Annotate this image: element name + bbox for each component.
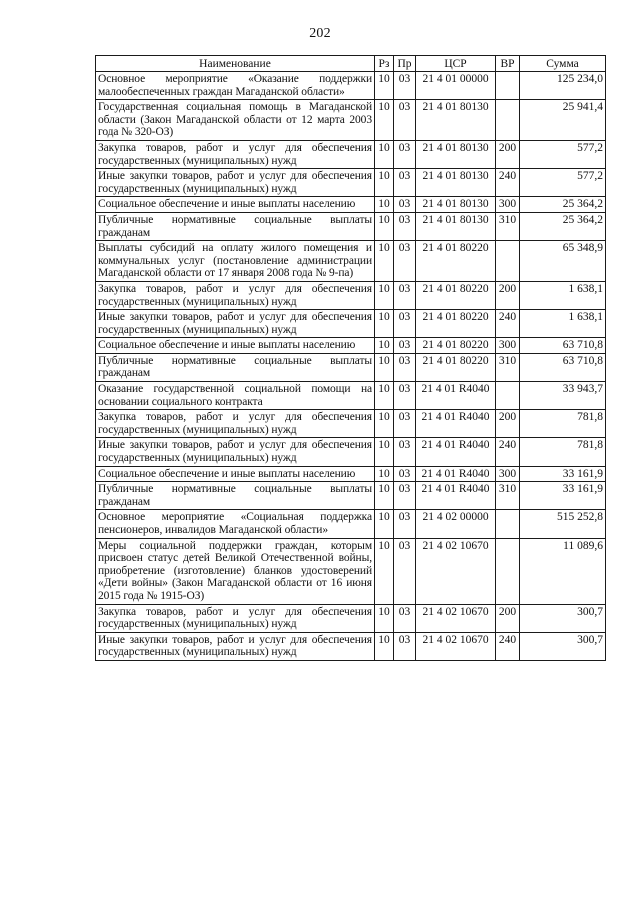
- row-sum: 25 364,2: [520, 212, 606, 240]
- row-name: Закупка товаров, работ и услуг для обеспечения государственных (муниципальных) нужд: [96, 604, 375, 632]
- table-row: [96, 510, 606, 538]
- row-csr: 21 4 01 80220: [416, 310, 496, 338]
- header-rz: Рз: [375, 56, 394, 72]
- row-name: Иные закупки товаров, работ и услуг для обеспечения государственных (муниципальных) нужд: [96, 310, 375, 338]
- table-row: [96, 212, 606, 240]
- row-csr: 21 4 02 00000: [416, 510, 496, 538]
- row-sum: 515 252,8: [520, 510, 606, 538]
- table-row: [96, 466, 606, 482]
- table-row: [96, 140, 606, 168]
- row-vr: 200: [496, 410, 520, 438]
- row-csr: 21 4 02 10670: [416, 604, 496, 632]
- row-vr: 310: [496, 482, 520, 510]
- row-pr: 03: [394, 382, 416, 410]
- row-vr: [496, 100, 520, 141]
- row-csr: 21 4 01 R4040: [416, 438, 496, 466]
- row-pr: 03: [394, 338, 416, 354]
- row-sum: 63 710,8: [520, 338, 606, 354]
- table-row: [96, 382, 606, 410]
- row-pr: 03: [394, 140, 416, 168]
- row-rz: 10: [375, 538, 394, 604]
- row-rz: 10: [375, 140, 394, 168]
- row-sum: 577,2: [520, 169, 606, 197]
- row-name: Закупка товаров, работ и услуг для обеспечения государственных (муниципальных) нужд: [96, 410, 375, 438]
- row-name: Оказание государственной социальной помощи на основании социального контракта: [96, 382, 375, 410]
- row-rz: 10: [375, 510, 394, 538]
- row-sum: 33 161,9: [520, 466, 606, 482]
- row-pr: 03: [394, 604, 416, 632]
- row-pr: 03: [394, 466, 416, 482]
- row-vr: 240: [496, 310, 520, 338]
- header-csr: ЦСР: [416, 56, 496, 72]
- row-csr: 21 4 01 80220: [416, 241, 496, 282]
- row-name: Основное мероприятие «Социальная поддержка пенсионеров, инвалидов Магаданской области»: [96, 510, 375, 538]
- row-sum: 33 943,7: [520, 382, 606, 410]
- row-vr: 200: [496, 140, 520, 168]
- row-rz: 10: [375, 310, 394, 338]
- table-row: [96, 482, 606, 510]
- row-rz: 10: [375, 604, 394, 632]
- row-vr: [496, 241, 520, 282]
- table-row: [96, 72, 606, 100]
- row-name: Социальное обеспечение и иные выплаты населению: [96, 338, 375, 354]
- row-vr: 200: [496, 604, 520, 632]
- row-pr: 03: [394, 632, 416, 660]
- row-pr: 03: [394, 510, 416, 538]
- row-rz: 10: [375, 438, 394, 466]
- row-rz: 10: [375, 382, 394, 410]
- header-sum: Сумма: [520, 56, 606, 72]
- row-vr: 300: [496, 338, 520, 354]
- row-pr: 03: [394, 281, 416, 309]
- row-pr: 03: [394, 212, 416, 240]
- row-vr: [496, 72, 520, 100]
- row-name: Социальное обеспечение и иные выплаты населению: [96, 466, 375, 482]
- page-number: 202: [309, 26, 331, 41]
- header-vr: ВР: [496, 56, 520, 72]
- row-sum: 65 348,9: [520, 241, 606, 282]
- row-name: Закупка товаров, работ и услуг для обеспечения государственных (муниципальных) нужд: [96, 140, 375, 168]
- row-sum: 25 364,2: [520, 197, 606, 213]
- row-name: Выплаты субсидий на оплату жилого помещения и коммунальных услуг (постановление администрации Магаданской области от 17 января 2008 года № 9-па): [96, 241, 375, 282]
- row-rz: 10: [375, 410, 394, 438]
- header-name: Наименование: [96, 56, 375, 72]
- row-name: Меры социальной поддержки граждан, которым присвоен статус детей Великой Отечественной войны, приобретение (изготовление) бланков удостоверений «Дети войны» (Закон Магаданской области от 16 июня 2015 года № 1915-ОЗ): [96, 538, 375, 604]
- table-row: [96, 197, 606, 213]
- table-row: [96, 410, 606, 438]
- row-sum: 125 234,0: [520, 72, 606, 100]
- row-csr: 21 4 01 80220: [416, 338, 496, 354]
- row-rz: 10: [375, 338, 394, 354]
- row-name: Закупка товаров, работ и услуг для обеспечения государственных (муниципальных) нужд: [96, 281, 375, 309]
- row-rz: 10: [375, 212, 394, 240]
- row-sum: 11 089,6: [520, 538, 606, 604]
- row-name: Иные закупки товаров, работ и услуг для обеспечения государственных (муниципальных) нужд: [96, 438, 375, 466]
- row-rz: 10: [375, 169, 394, 197]
- row-csr: 21 4 01 80130: [416, 140, 496, 168]
- table-row: [96, 310, 606, 338]
- row-pr: 03: [394, 100, 416, 141]
- row-rz: 10: [375, 281, 394, 309]
- row-pr: 03: [394, 197, 416, 213]
- row-name: Публичные нормативные социальные выплаты гражданам: [96, 482, 375, 510]
- row-sum: 300,7: [520, 632, 606, 660]
- row-sum: 63 710,8: [520, 353, 606, 381]
- row-csr: 21 4 01 R4040: [416, 482, 496, 510]
- row-rz: 10: [375, 197, 394, 213]
- table-row: [96, 353, 606, 381]
- row-pr: 03: [394, 538, 416, 604]
- row-pr: 03: [394, 310, 416, 338]
- table-row: [96, 241, 606, 282]
- row-pr: 03: [394, 241, 416, 282]
- row-vr: 240: [496, 438, 520, 466]
- row-sum: 577,2: [520, 140, 606, 168]
- row-pr: 03: [394, 410, 416, 438]
- row-csr: 21 4 02 10670: [416, 632, 496, 660]
- row-vr: 310: [496, 212, 520, 240]
- row-vr: [496, 538, 520, 604]
- row-rz: 10: [375, 72, 394, 100]
- row-csr: 21 4 01 80130: [416, 100, 496, 141]
- row-rz: 10: [375, 466, 394, 482]
- table-row: [96, 538, 606, 604]
- table-row: [96, 632, 606, 660]
- row-rz: 10: [375, 241, 394, 282]
- row-pr: 03: [394, 353, 416, 381]
- row-name: Основное мероприятие «Оказание поддержки малообеспеченных граждан Магаданской области»: [96, 72, 375, 100]
- row-name: Иные закупки товаров, работ и услуг для обеспечения государственных (муниципальных) нужд: [96, 169, 375, 197]
- row-csr: 21 4 01 80220: [416, 281, 496, 309]
- table-row: [96, 604, 606, 632]
- row-sum: 25 941,4: [520, 100, 606, 141]
- row-pr: 03: [394, 72, 416, 100]
- row-vr: 310: [496, 353, 520, 381]
- row-vr: 200: [496, 281, 520, 309]
- row-rz: 10: [375, 100, 394, 141]
- row-name: Государственная социальная помощь в Магаданской области (Закон Магаданской области от 12 марта 2003 года № 320-ОЗ): [96, 100, 375, 141]
- table-row: [96, 338, 606, 354]
- row-sum: 1 638,1: [520, 310, 606, 338]
- row-vr: 240: [496, 169, 520, 197]
- row-sum: 781,8: [520, 410, 606, 438]
- row-csr: 21 4 01 R4040: [416, 466, 496, 482]
- row-sum: 781,8: [520, 438, 606, 466]
- row-vr: 300: [496, 197, 520, 213]
- row-name: Публичные нормативные социальные выплаты гражданам: [96, 353, 375, 381]
- table-header-row: [96, 56, 606, 72]
- row-pr: 03: [394, 438, 416, 466]
- row-csr: 21 4 01 80130: [416, 212, 496, 240]
- row-csr: 21 4 01 80220: [416, 353, 496, 381]
- table-body: [96, 72, 606, 661]
- row-name: Социальное обеспечение и иные выплаты населению: [96, 197, 375, 213]
- row-pr: 03: [394, 169, 416, 197]
- row-name: Публичные нормативные социальные выплаты гражданам: [96, 212, 375, 240]
- budget-table: [95, 55, 606, 661]
- row-csr: 21 4 01 R4040: [416, 410, 496, 438]
- row-vr: [496, 382, 520, 410]
- row-csr: 21 4 01 80130: [416, 169, 496, 197]
- table-row: [96, 169, 606, 197]
- row-rz: 10: [375, 353, 394, 381]
- table-row: [96, 438, 606, 466]
- row-sum: 300,7: [520, 604, 606, 632]
- row-pr: 03: [394, 482, 416, 510]
- table-row: [96, 281, 606, 309]
- row-csr: 21 4 02 10670: [416, 538, 496, 604]
- row-csr: 21 4 01 80130: [416, 197, 496, 213]
- row-csr: 21 4 01 R4040: [416, 382, 496, 410]
- row-rz: 10: [375, 632, 394, 660]
- row-csr: 21 4 01 00000: [416, 72, 496, 100]
- table-row: [96, 100, 606, 141]
- row-vr: 300: [496, 466, 520, 482]
- row-sum: 33 161,9: [520, 482, 606, 510]
- row-name: Иные закупки товаров, работ и услуг для обеспечения государственных (муниципальных) нужд: [96, 632, 375, 660]
- row-vr: 240: [496, 632, 520, 660]
- row-vr: [496, 510, 520, 538]
- row-sum: 1 638,1: [520, 281, 606, 309]
- header-pr: Пр: [394, 56, 416, 72]
- row-rz: 10: [375, 482, 394, 510]
